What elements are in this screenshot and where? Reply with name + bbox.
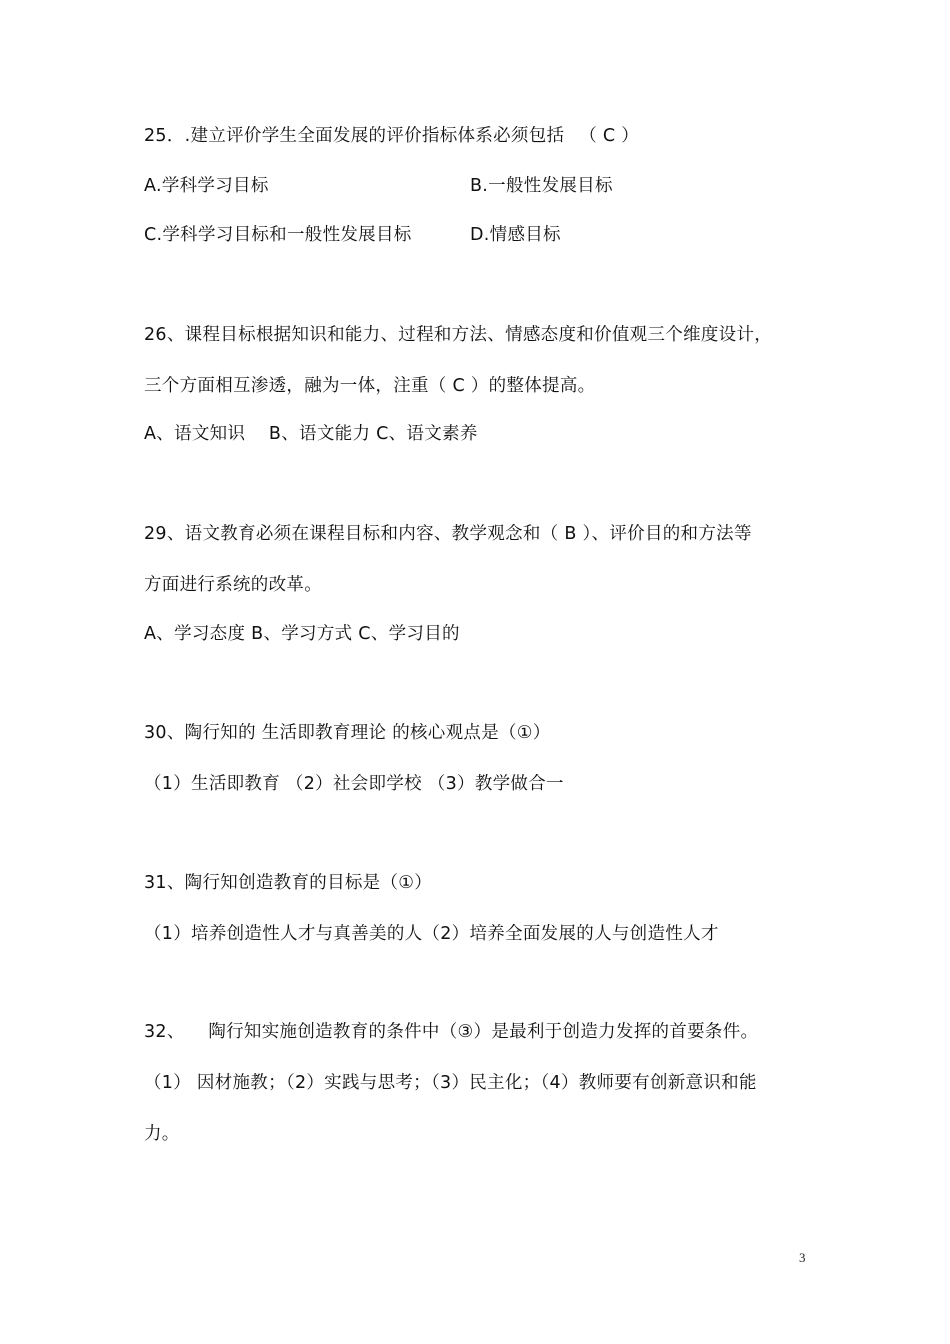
- question-25-option-a: A.学科学习目标: [144, 176, 269, 196]
- page-number: 3: [799, 1250, 806, 1265]
- question-32-options-line2: 力。: [144, 1124, 180, 1144]
- question-32-options-line1: （1） 因材施教；（2）实践与思考；（3）民主化；（4）教师要有创新意识和能: [144, 1073, 757, 1093]
- question-25-option-d: D.情感目标: [470, 225, 561, 245]
- question-25-stem: 25．.建立评价学生全面发展的评价指标体系必须包括 （ C ）: [144, 126, 640, 146]
- question-29-stem-line1: 29、语文教育必须在课程目标和内容、教学观念和（ B ）、评价目的和方法等: [144, 524, 752, 544]
- question-26-stem-line2: 三个方面相互渗透，融为一体，注重（ C ）的整体提高。: [144, 376, 596, 396]
- question-30-stem: 30、陶行知的 生活即教育理论 的核心观点是（①）: [144, 723, 551, 743]
- question-31-stem: 31、陶行知创造教育的目标是（①）: [144, 873, 433, 893]
- question-32-stem: 32、 陶行知实施创造教育的条件中（③）是最利于创造力发挥的首要条件。: [144, 1022, 759, 1042]
- question-25-option-b: B.一般性发展目标: [470, 176, 613, 196]
- question-30-options: （1）生活即教育 （2）社会即学校 （3）教学做合一: [144, 774, 564, 794]
- question-31-options: （1）培养创造性人才与真善美的人（2）培养全面发展的人与创造性人才: [144, 924, 719, 944]
- question-26-options: A、语文知识 B、语文能力 C、语文素养: [144, 424, 478, 444]
- question-26-stem-line1: 26、课程目标根据知识和能力、过程和方法、情感态度和价值观三个维度设计，: [144, 325, 773, 345]
- question-29-options: A、学习态度 B、学习方式 C、学习目的: [144, 624, 460, 644]
- question-25-option-c: C.学科学习目标和一般性发展目标: [144, 225, 412, 245]
- question-29-stem-line2: 方面进行系统的改革。: [144, 575, 322, 595]
- question-25-options-row2: [144, 223, 824, 247]
- question-25-options-row1: [144, 174, 824, 198]
